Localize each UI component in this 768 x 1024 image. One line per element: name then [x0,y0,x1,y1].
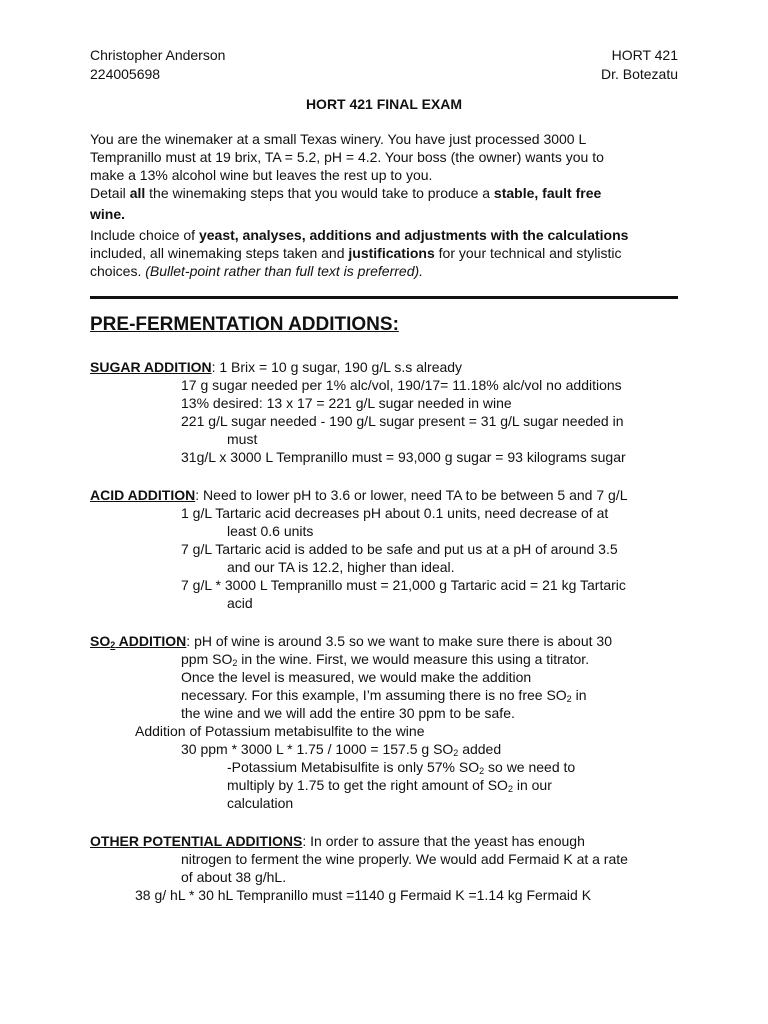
text-run: and our TA is 12.2, higher than ideal. [227,559,455,575]
text-run: least 0.6 units [227,523,314,539]
acid-line [90,486,627,504]
acid-line [227,522,313,540]
text-run: justifications [348,245,435,261]
so2-line [181,668,531,686]
instructor-name: Dr. Botezatu [600,66,678,82]
text-run: wine. [90,206,126,222]
text-run: 7 g/L * 3000 L Tempranillo must = 21,000 g Tartaric acid = 21 kg Tartaric [181,577,626,593]
text-run: 7 g/L Tartaric acid is added to be safe and put us at a pH of around 3.5 [181,541,618,557]
text-run: : Need to lower pH to 3.6 or lower, need TA to be between 5 and 7 g/L [195,487,628,503]
so2-line [181,704,515,722]
text-run: ACID ADDITION [90,487,196,503]
text-run: 221 g/L sugar needed - 190 g/L sugar present = 31 g/L sugar needed in [181,413,624,429]
prompt-line [90,148,604,166]
text-run: nitrogen to ferment the wine properly. We would add Fermaid K at a rate [181,851,628,867]
text-run: ADDITION [115,633,187,649]
text-run: in our [512,777,552,793]
text-run: the winemaking steps that you would take to produce a [145,185,494,201]
text-run: 31g/L x 3000 L Tempranillo must = 93,000 g sugar = 93 kilograms sugar [181,449,626,465]
text-run: 30 ppm * 3000 L * 1.75 / 1000 = 157.5 g SO [181,741,454,757]
text-run: necessary. For this example, I’m assuming there is no free SO [181,687,567,703]
sugar-line [181,376,622,394]
prompt-line [90,262,423,280]
so2-line [227,776,552,794]
acid-line [227,594,253,612]
text-run: multiply by 1.75 to get the right amount of SO [227,777,508,793]
text-run: of about 38 g/hL. [181,869,287,885]
text-run: so we need to [484,759,576,775]
text-run: 2 [110,640,116,650]
section-heading: PRE-FERMENTATION ADDITIONS: [90,314,399,335]
so2-line [181,686,586,704]
text-run: all [129,185,146,201]
acid-line [181,540,618,558]
text-run: 1 g/L Tartaric acid decreases pH about 0.1 units, need decrease of at [181,505,609,521]
text-run: calculation [227,795,294,811]
text-run: 13% desired: 13 x 17 = 221 g/L sugar needed in wine [181,395,512,411]
text-run: yeast, analyses, additions and adjustments with the calculations [198,227,629,243]
course-code: HORT 421 [611,47,678,63]
so2-line [227,758,575,776]
sugar-line [181,394,512,412]
text-run: in the wine. First, we would measure this using a titrator. [237,651,590,667]
text-run: 2 [507,784,513,794]
other-line [181,868,286,886]
text-run: 38 g/ hL * 30 hL Tempranillo must =1140 g Fermaid K =1.14 kg Fermaid K [135,887,592,903]
so2-line [135,722,425,740]
text-run: Once the level is measured, we would make the addition [181,669,532,685]
acid-line [227,558,455,576]
prompt-line [90,226,628,244]
student-name: Christopher Anderson [90,47,226,63]
text-run: OTHER POTENTIAL ADDITIONS [90,833,303,849]
text-run: 2 [453,748,459,758]
prompt-line [90,205,125,223]
exam-title: HORT 421 FINAL EXAM [305,96,463,112]
text-run: included, all winemaking steps taken and [90,245,349,261]
text-run: You are the winemaker at a small Texas winery. You have just processed 3000 L [90,131,587,147]
text-run: must [227,431,258,447]
text-run: 2 [566,694,572,704]
prompt-line [90,184,601,202]
text-run: in [571,687,587,703]
text-run: for your technical and stylistic [434,245,622,261]
text-run: Detail [90,185,130,201]
sugar-line [90,358,462,376]
sugar-line [227,430,257,448]
sugar-line [181,448,626,466]
acid-line [181,504,608,522]
text-run: the wine and we will add the entire 30 ppm to be safe. [181,705,515,721]
text-run: : In order to assure that the yeast has enough [302,833,585,849]
so2-line [227,794,293,812]
so2-line [181,740,501,758]
text-run: 17 g sugar needed per 1% alc/vol, 190/17= 11.18% alc/vol no additions [181,377,622,393]
section-divider [90,296,678,299]
text-run: make a 13% alcohol wine but leaves the rest up to you. [90,167,433,183]
text-run: acid [227,595,253,611]
text-run: Tempranillo must at 19 brix, TA = 5.2, pH = 4.2. Your boss (the owner) wants you to [90,149,604,165]
text-run: Addition of Potassium metabisulfite to the wine [135,723,425,739]
so2-line [90,632,612,650]
text-run: SO [90,633,111,649]
text-run: -Potassium Metabisulfite is only 57% SO [227,759,480,775]
other-line [90,832,585,850]
text-run: : pH of wine is around 3.5 so we want to make sure there is about 30 [186,633,612,649]
student-id: 224005698 [90,66,161,82]
text-run: ppm SO [181,651,233,667]
text-run: 2 [479,766,485,776]
text-run: stable, fault free [493,185,602,201]
prompt-line [90,166,432,184]
text-run: choices. [90,263,146,279]
text-run: SUGAR ADDITION [90,359,212,375]
sugar-line [181,412,624,430]
text-run: 2 [232,658,238,668]
text-run: Include choice of [90,227,199,243]
other-line [181,850,628,868]
so2-line [181,650,589,668]
text-run: : 1 Brix = 10 g sugar, 190 g/L s.s already [211,359,463,375]
prompt-line [90,130,586,148]
prompt-line [90,244,622,262]
text-run: (Bullet-point rather than full text is preferred). [145,263,424,279]
acid-line [181,576,626,594]
text-run: added [458,741,502,757]
other-line [135,886,591,904]
